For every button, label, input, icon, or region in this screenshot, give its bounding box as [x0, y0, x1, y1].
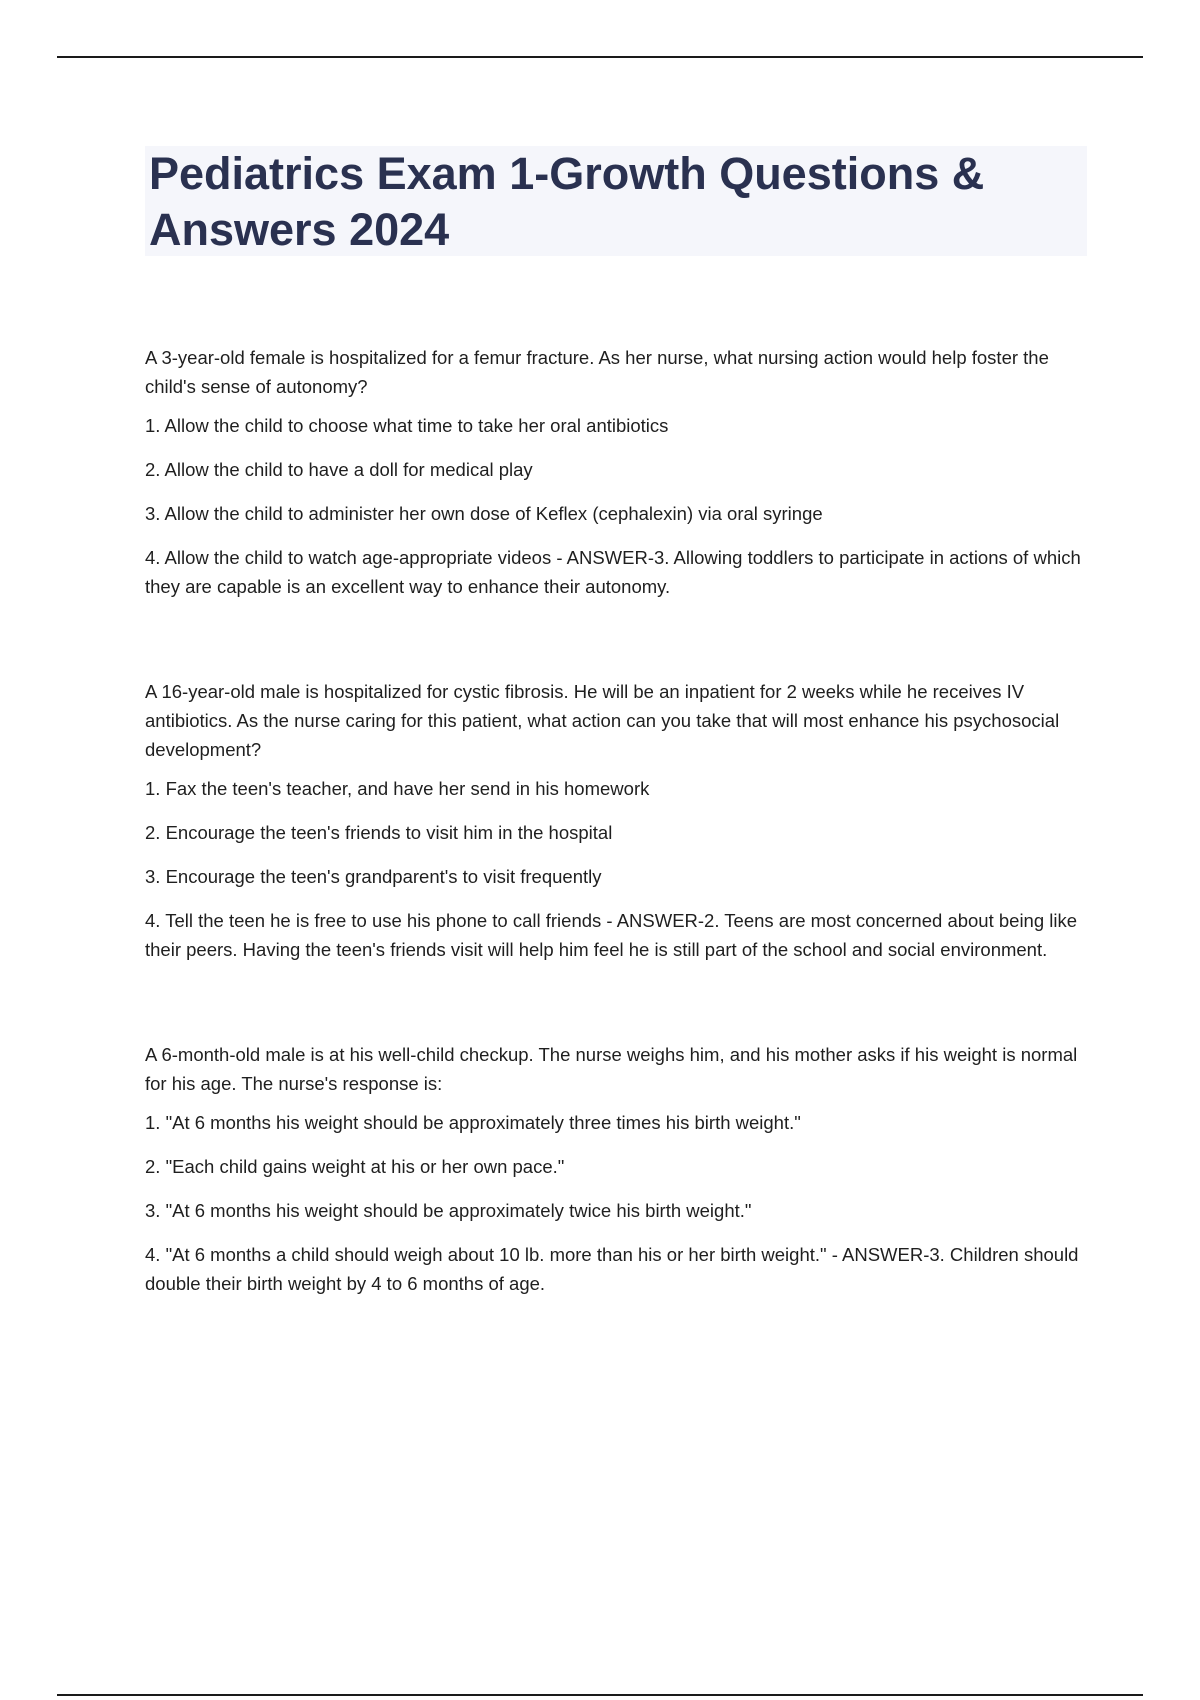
question-stem: A 16-year-old male is hospitalized for cystic fibrosis. He will be an inpatient for 2 weeks while he receives IV antibiotics. As the nurse caring for this patient, what action can you take that will most enhance his psychosocial development? [145, 681, 1060, 760]
question-block [145, 677, 1090, 964]
answer-option: 3. Encourage the teen's grandparent's to visit frequently [145, 866, 602, 887]
answer-option: 2. Allow the child to have a doll for medical play [145, 459, 533, 480]
answer-option: 2. "Each child gains weight at his or her own pace." [145, 1156, 565, 1177]
bottom-rule [57, 1694, 1143, 1696]
answer-option-with-answer: 4. Tell the teen he is free to use his phone to call friends - ANSWER-2. Teens are most concerned about being like their peers. Having the teen's friends visit will help him feel he is still part of the school and social environment. [145, 910, 1078, 960]
document-title: Pediatrics Exam 1-Growth Questions & Answers 2024 [149, 148, 985, 255]
document-body [145, 343, 1090, 1298]
answer-option: 2. Encourage the teen's friends to visit him in the hospital [145, 822, 613, 843]
question-stem: A 6-month-old male is at his well-child checkup. The nurse weighs him, and his mother asks if his weight is normal for his age. The nurse's response is: [145, 1044, 1078, 1094]
section-spacer [145, 964, 1090, 1040]
answer-option: 1. Allow the child to choose what time to take her oral antibiotics [145, 415, 669, 436]
answer-option: 1. Fax the teen's teacher, and have her send in his homework [145, 778, 650, 799]
answer-option-with-answer: 4. Allow the child to watch age-appropriate videos - ANSWER-3. Allowing toddlers to participate in actions of which they are capable is an excellent way to enhance their autonomy. [145, 547, 1081, 597]
question-block [145, 1040, 1090, 1298]
answer-option: 1. "At 6 months his weight should be approximately three times his birth weight." [145, 1112, 801, 1133]
top-rule [57, 56, 1143, 58]
section-spacer [145, 601, 1090, 677]
title-banner [145, 146, 1087, 256]
question-stem: A 3-year-old female is hospitalized for a femur fracture. As her nurse, what nursing action would help foster the child's sense of autonomy? [145, 347, 1049, 397]
answer-option: 3. Allow the child to administer her own dose of Keflex (cephalexin) via oral syringe [145, 503, 823, 524]
answer-option-with-answer: 4. "At 6 months a child should weigh about 10 lb. more than his or her birth weight." - ANSWER-3. Children should double their birth weight by 4 to 6 months of age. [145, 1244, 1079, 1294]
question-block [145, 343, 1090, 601]
answer-option: 3. "At 6 months his weight should be approximately twice his birth weight." [145, 1200, 752, 1221]
